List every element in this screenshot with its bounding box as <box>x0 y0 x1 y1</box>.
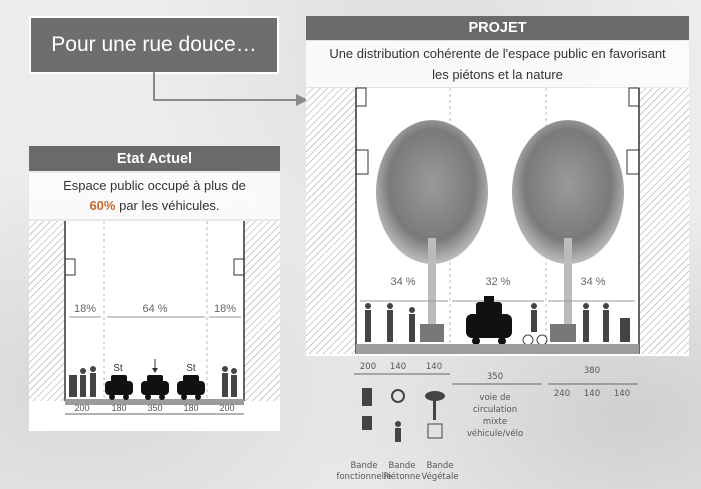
band-pedestrian-icon <box>392 390 404 442</box>
actual-car-left <box>105 375 133 400</box>
project-dim-3: 140 <box>425 362 443 372</box>
actual-heading-text: Etat Actuel <box>116 150 193 167</box>
left-building <box>29 221 65 401</box>
project-section-diagram <box>306 88 689 356</box>
actual-dim-4: 180 <box>183 403 199 413</box>
project-tree-left <box>376 120 488 334</box>
actual-description <box>29 173 280 219</box>
project-section-svg <box>306 88 689 356</box>
actual-heading <box>29 146 280 171</box>
actual-stop-right: St <box>186 363 196 374</box>
band-vegetal-icon <box>425 391 445 438</box>
project-share-center: 32 % <box>485 276 511 288</box>
band-functional-icon <box>362 388 372 430</box>
project-dim-2: 140 <box>389 362 407 372</box>
project-car <box>466 296 512 345</box>
project-tree-right <box>512 120 624 334</box>
actual-dim-2: 180 <box>111 403 127 413</box>
traffic-label-4: véhicule/vélo <box>466 429 524 439</box>
page-title-box <box>29 16 279 74</box>
actual-share-left: 18% <box>73 303 97 315</box>
project-dim-5: 380 <box>583 366 601 376</box>
actual-section-diagram <box>29 221 280 431</box>
actual-dim-3: 350 <box>147 403 163 413</box>
project-heading <box>306 16 689 40</box>
page-title: Pour une rue douce… <box>51 33 257 56</box>
project-right-building <box>639 88 689 354</box>
project-pedestrians-right <box>550 303 630 342</box>
project-ground <box>356 344 639 354</box>
project-heading-text: PROJET <box>468 20 527 36</box>
band-3-line1: Bande <box>426 461 454 471</box>
project-dim-8: 140 <box>613 389 631 399</box>
traffic-label-3: mixte <box>482 417 508 427</box>
actual-dim-1: 200 <box>74 403 90 413</box>
actual-stop-left: St <box>113 363 123 374</box>
band-2-line1: Bande <box>388 461 416 471</box>
project-legend <box>336 358 650 486</box>
right-building <box>244 221 280 401</box>
traffic-label-1: voie de <box>479 393 511 403</box>
actual-share-center: 64 % <box>142 303 168 315</box>
actual-desc-pct: 60% <box>89 198 116 213</box>
project-cyclist <box>523 303 547 345</box>
project-desc-line2: les piétons et la nature <box>432 67 563 82</box>
project-dim-7: 140 <box>583 389 601 399</box>
project-share-right: 34 % <box>580 276 606 288</box>
actual-pedestrians-right <box>222 366 237 397</box>
connector-arrow <box>148 72 310 108</box>
actual-dim-5: 200 <box>219 403 235 413</box>
actual-section-svg <box>29 221 280 431</box>
band-1-line1: Bande <box>350 461 378 471</box>
project-desc-line1: Une distribution cohérente de l'espace public en favorisant <box>329 46 666 61</box>
band-2-line2: Piétonne <box>383 472 421 482</box>
project-left-building <box>306 88 356 354</box>
project-description <box>306 41 689 87</box>
actual-desc-line2 <box>29 196 280 216</box>
actual-car-center <box>141 359 169 400</box>
project-share-left: 34 % <box>390 276 416 288</box>
band-3-line2: Végétale <box>421 472 459 482</box>
actual-share-right: 18% <box>213 303 237 315</box>
actual-car-right <box>177 375 205 400</box>
actual-pedestrians-left <box>69 366 96 397</box>
actual-desc-rest: par les véhicules. <box>115 198 220 213</box>
band-1-line2: fonctionnelle <box>336 472 392 482</box>
project-dim-4: 350 <box>486 372 504 382</box>
project-dim-6: 240 <box>553 389 571 399</box>
actual-desc-line1: Espace public occupé à plus de <box>63 178 246 193</box>
project-dim-1: 200 <box>359 362 377 372</box>
traffic-label-2: circulation <box>472 405 518 415</box>
